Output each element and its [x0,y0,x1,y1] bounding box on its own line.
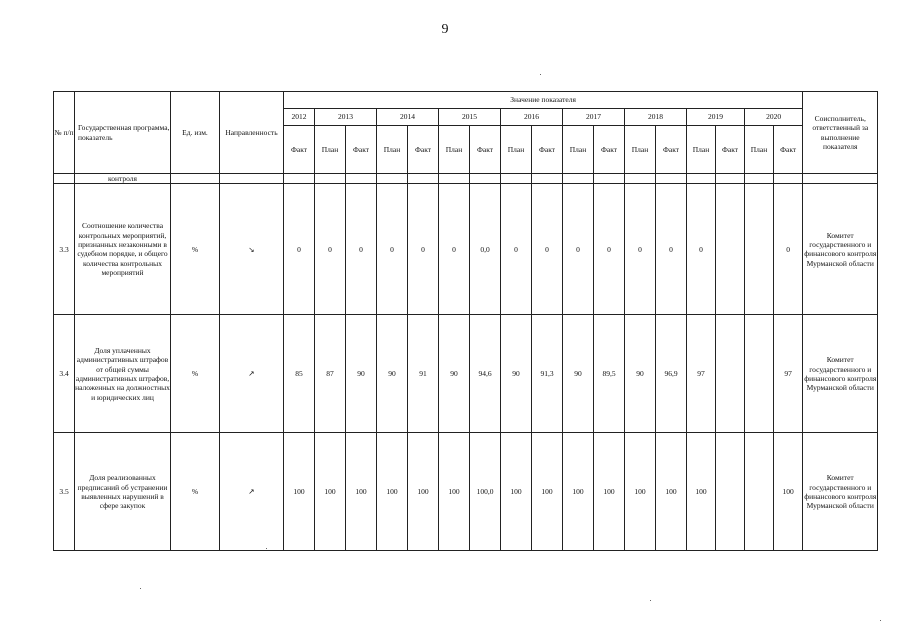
value-cell: 87 [315,315,346,433]
value-cell: 97 [687,315,716,433]
sub-header-plan: План [625,126,656,174]
value-cell: 91,3 [532,315,563,433]
value-cell: 0 [377,184,408,315]
table-row [54,184,878,315]
year-2020: 2020 [745,109,803,126]
value-cell: 100 [439,433,470,551]
sub-header-plan: План [563,126,594,174]
value-cell [716,184,745,315]
year-2012: 2012 [284,109,315,126]
value-cell: 100 [408,433,439,551]
arrow-up-right-icon: ↗ [220,433,284,551]
value-cell: 0 [346,184,377,315]
value-cell: 0 [625,184,656,315]
value-cell: 0 [687,184,716,315]
header-direction: Направленность [220,92,284,174]
value-cell: 0 [315,184,346,315]
value-cell: 97 [774,315,803,433]
sub-header-fact: Факт [470,126,501,174]
value-cell: 90 [625,315,656,433]
value-cell: 90 [346,315,377,433]
sub-header-fact: Факт [594,126,625,174]
unit: % [171,184,220,315]
year-2015: 2015 [439,109,501,126]
executor: Комитет государственного и финансового контроля Мурманской области [803,433,878,551]
sub-header-fact: Факт [774,126,803,174]
row-number: 3.3 [54,184,75,315]
indicator-name: Доля реализованных предписаний об устранении выявленных нарушений в сфере закупок [75,433,171,551]
value-cell: 100 [594,433,625,551]
sub-header-fact: Факт [656,126,687,174]
row-number: 3.4 [54,315,75,433]
value-cell: 100 [625,433,656,551]
value-cell: 0 [439,184,470,315]
value-cell: 0 [656,184,687,315]
year-2019: 2019 [687,109,745,126]
header-values: Значение показателя [284,92,803,109]
value-cell: 100 [501,433,532,551]
year-2014: 2014 [377,109,439,126]
value-cell: 0,0 [470,184,501,315]
sub-header-plan: План [439,126,470,174]
value-cell: 0 [594,184,625,315]
value-cell: 100,0 [470,433,501,551]
year-2016: 2016 [501,109,563,126]
unit: % [171,433,220,551]
value-cell: 96,9 [656,315,687,433]
value-cell: 100 [315,433,346,551]
value-cell: 100 [774,433,803,551]
year-2017: 2017 [563,109,625,126]
value-cell: 94,6 [470,315,501,433]
sub-header-plan: План [377,126,408,174]
continuation-text: контроля [75,174,171,184]
header-num: № п/п [54,92,75,174]
table-row [54,433,878,551]
value-cell: 90 [501,315,532,433]
sub-header-plan: План [745,126,774,174]
year-2018: 2018 [625,109,687,126]
unit: % [171,315,220,433]
header-executor: Соисполнитель, ответственный за выполнение показателя [803,92,878,174]
page-number: 9 [441,22,449,37]
value-cell [745,433,774,551]
year-2013: 2013 [315,109,377,126]
indicator-name: Соотношение количества контрольных мероприятий, признанных незаконными в судебном порядке, и общего количества контрольных мероприятий [75,184,171,315]
sub-header-fact: Факт [716,126,745,174]
sub-header-fact: Факт [408,126,439,174]
sub-header-fact: Факт [346,126,377,174]
value-cell: 90 [439,315,470,433]
value-cell: 0 [563,184,594,315]
value-cell: 0 [774,184,803,315]
header-unit: Ед. изм. [171,92,220,174]
value-cell: 85 [284,315,315,433]
executor: Комитет государственного и финансового контроля Мурманской области [803,184,878,315]
value-cell: 90 [563,315,594,433]
value-cell [745,315,774,433]
value-cell: 100 [346,433,377,551]
executor: Комитет государственного и финансового контроля Мурманской области [803,315,878,433]
arrow-up-right-icon: ↗ [220,315,284,433]
sub-header-plan: План [687,126,716,174]
sub-header-fact: Факт [284,126,315,174]
table-row [54,315,878,433]
arrow-down-right-icon: ↘ [220,184,284,315]
value-cell: 91 [408,315,439,433]
value-cell: 100 [377,433,408,551]
value-cell: 89,5 [594,315,625,433]
sub-header-plan: План [501,126,532,174]
sub-header-plan: План [315,126,346,174]
value-cell: 100 [687,433,716,551]
indicator-name: Доля уплаченных административных штрафов от общей суммы административных штрафов, наложенных на должностных и юридических лиц [75,315,171,433]
value-cell: 0 [532,184,563,315]
value-cell: 0 [284,184,315,315]
row-number: 3.5 [54,433,75,551]
indicator-table [53,91,878,551]
value-cell [745,184,774,315]
value-cell: 0 [408,184,439,315]
value-cell: 100 [656,433,687,551]
sub-header-fact: Факт [532,126,563,174]
header-program: Государственная программа, показатель [75,92,171,174]
value-cell: 0 [501,184,532,315]
value-cell: 100 [284,433,315,551]
value-cell: 100 [532,433,563,551]
value-cell: 100 [563,433,594,551]
value-cell [716,315,745,433]
value-cell [716,433,745,551]
value-cell: 90 [377,315,408,433]
